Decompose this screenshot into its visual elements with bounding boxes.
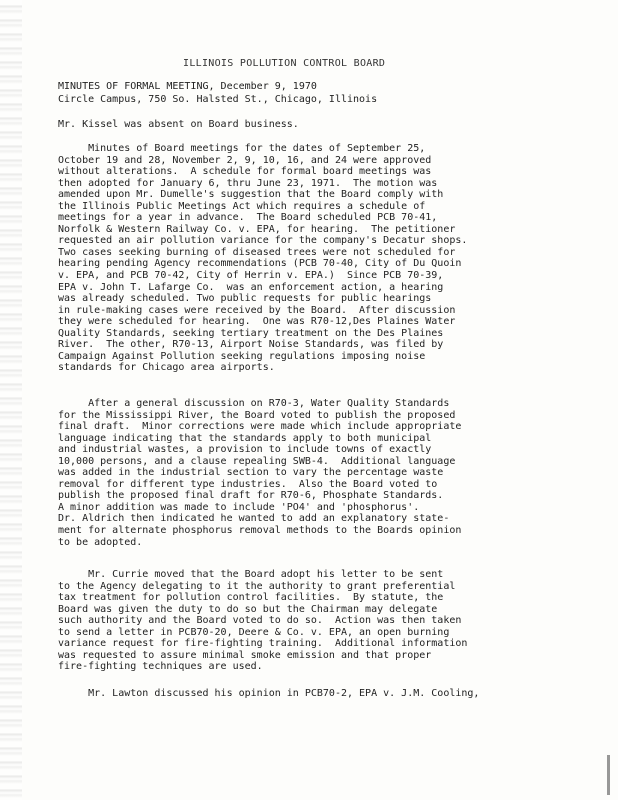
text-line: language indicating that the standards apply to both municipal (58, 432, 432, 444)
text-line: the Illinois Public Meetings Act which requires a schedule of (58, 200, 426, 212)
document-title: ILLINOIS POLLUTION CONTROL BOARD (183, 58, 386, 69)
text-line: fire-fighting techniques are used. (58, 661, 263, 673)
text-line: publish the proposed final draft for R70-6, Phosphate Standards. (58, 490, 444, 502)
text-line: then adopted for January 6, thru June 23, 1971. The motion was (58, 177, 438, 189)
text-line: removal for different type industries. Also the Board voted to (58, 478, 438, 490)
text-line: v. EPA, and PCB 70-42, City of Herrin v. EPA.) Since PCB 70-39, (58, 270, 444, 282)
text-line: Dr. Aldrich then indicated he wanted to add an explanatory state- (58, 513, 450, 525)
text-line: was already scheduled. Two public requests for public hearings (58, 293, 432, 305)
text-line: Minutes of Board meetings for the dates of September 25, (58, 143, 426, 154)
text-line: and industrial wastes, a provision to include towns of exactly (58, 444, 432, 456)
text-line: hearing pending Agency recommendations (PCB 70-40, City of Du Quoin (58, 258, 462, 270)
text-line: Mr. Currie moved that the Board adopt his letter to be sent (58, 569, 444, 580)
text-line: Campaign Against Pollution seeking regulations imposing noise (58, 350, 426, 362)
text-line: requested an air pollution variance for the company's Decatur shops. (58, 235, 468, 247)
text-line: Two cases seeking burning of diseased trees were not scheduled for (58, 246, 456, 258)
paragraph-water-standards (58, 398, 606, 548)
text-line: to send a letter in PCB70-20, Deere & Co. v. EPA, an open burning (58, 626, 450, 638)
text-line: A minor addition was made to include 'PO4' and 'phosphorus'. (58, 501, 420, 513)
meeting-heading (58, 81, 377, 106)
text-line: amended upon Mr. Dumelle's suggestion that the Board comply with (58, 189, 444, 201)
text-line: variance request for fire-fighting training. Additional information (58, 638, 468, 650)
text-line: such authority and the Board voted to do so. Action was then taken (58, 615, 462, 627)
text-line: was added in the industrial section to vary the percentage waste (58, 467, 444, 479)
margin-mark (607, 755, 610, 795)
text-line: in rule-making cases were received by the Board. After discussion (58, 304, 456, 316)
text-line: to the Agency delegating to it the authority to grant preferential (58, 580, 456, 592)
heading-line-2: Circle Campus, 750 So. Halsted St., Chicago, Illinois (58, 93, 378, 105)
text-line: for the Mississippi River, the Board voted to publish the proposed (58, 409, 456, 421)
text-line: final draft. Minor corrections were made which include appropriate (58, 421, 462, 433)
text-line: without alterations. A schedule for formal board meetings was (58, 166, 432, 178)
text-line: 10,000 persons, and a clause repealing SWB-4. Additional language (58, 455, 456, 467)
paragraph-tax-letter (58, 569, 606, 673)
text-line: Norfolk & Western Railway Co. v. EPA, for hearing. The petitioner (58, 223, 456, 235)
text-line: EPA v. John T. Lafarge Co. was an enforcement action, a hearing (58, 281, 444, 293)
text-line: meetings for a year in advance. The Board scheduled PCB 70-41, (58, 212, 438, 224)
heading-line-1: MINUTES OF FORMAL MEETING, December 9, 1970 (58, 81, 317, 92)
absence-note: Mr. Kissel was absent on Board business. (58, 119, 299, 130)
paragraph-minutes (58, 143, 606, 374)
text-line: October 19 and 28, November 2, 9, 10, 16, and 24 were approved (58, 154, 432, 166)
text-line: was requested to assure minimal smoke emission and that proper (58, 649, 432, 661)
paragraph-lawton (58, 688, 606, 700)
text-line: Quality Standards, seeking tertiary treatment on the Des Plaines (58, 327, 444, 339)
text-line: they were scheduled for hearing. One was R70-12,Des Plaines Water (58, 316, 456, 328)
text-line: ment for alternate phosphorus removal methods to the Boards opinion (58, 525, 462, 537)
scan-edge-noise (0, 0, 22, 800)
text-line: to be adopted. (58, 536, 143, 548)
text-line: Mr. Lawton discussed his opinion in PCB70-2, EPA v. J.M. Cooling, (58, 688, 480, 699)
text-line: standards for Chicago area airports. (58, 362, 275, 374)
text-line: River. The other, R70-13, Airport Noise Standards, was filed by (58, 339, 444, 351)
text-line: tax treatment for pollution control facilities. By statute, the (58, 592, 444, 604)
text-line: Board was given the duty to do so but the Chairman may delegate (58, 603, 438, 615)
text-line: After a general discussion on R70-3, Water Quality Standards (58, 398, 450, 409)
